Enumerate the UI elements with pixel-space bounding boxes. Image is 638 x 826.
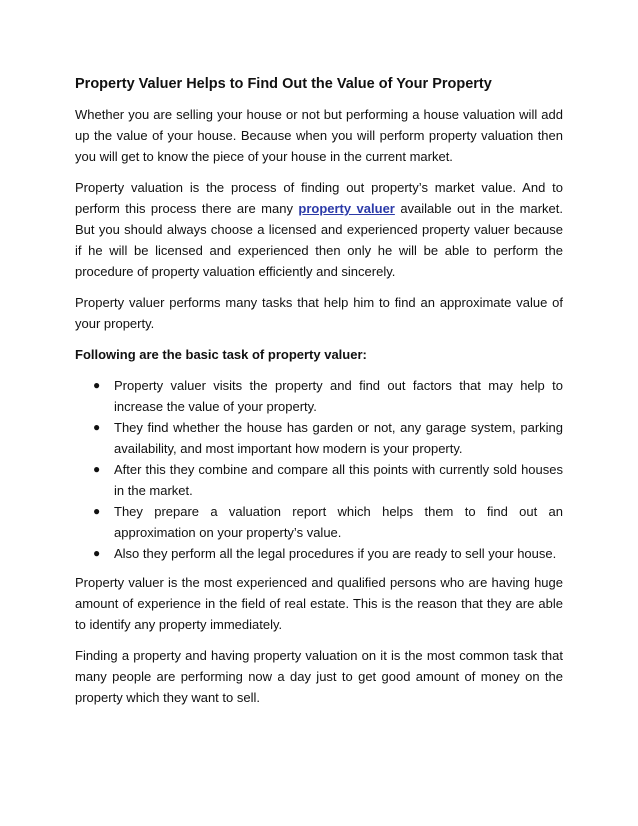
list-item [93, 543, 563, 564]
list-item [93, 375, 563, 417]
paragraph-definition-start: Property valuation is the process of finding out property’s market value. And to perform this process there are many [75, 180, 563, 216]
list-item-text: After this they combine and compare all this points with currently sold houses in the market. [114, 462, 563, 498]
list-item-text: They prepare a valuation report which helps them to find out an approximation on your property’s value. [114, 504, 563, 540]
list-item [93, 501, 563, 543]
task-list [75, 375, 563, 564]
bullet-icon: ● [93, 546, 101, 560]
property-valuer-link[interactable]: property valuer [298, 201, 395, 216]
bullet-icon: ● [93, 504, 101, 518]
list-item-text: They find whether the house has garden or not, any garage system, parking availability, and most important how modern is your property. [114, 420, 563, 456]
bullet-icon: ● [93, 462, 101, 476]
document-title: Property Valuer Helps to Find Out the Value of Your Property [75, 76, 492, 92]
paragraph-definition-end: available out in the market. But you should always choose a licensed and experienced property valuer because if he will be licensed and experienced then only he will be able to perform the procedure of property valuation efficiently and sincerely. [75, 201, 563, 279]
list-item [93, 459, 563, 501]
list-item-text: Property valuer visits the property and find out factors that may help to increase the value of your property. [114, 378, 563, 414]
paragraph-intro: Whether you are selling your house or not but performing a house valuation will add up the value of your house. Because when you will perform property valuation then you will get to know the piece of your house in the current market. [75, 107, 563, 164]
bullet-icon: ● [93, 378, 101, 392]
paragraph-tasks: Property valuer performs many tasks that help him to find an approximate value of your property. [75, 295, 563, 331]
list-heading: Following are the basic task of property valuer: [75, 347, 367, 362]
paragraph-conclusion: Finding a property and having property valuation on it is the most common task that many people are performing now a day just to get good amount of money on the property which they want to sell. [75, 648, 563, 705]
paragraph-experience: Property valuer is the most experienced and qualified persons who are having huge amount of experience in the field of real estate. This is the reason that they are able to identify any property immediately. [75, 575, 563, 632]
document-page [75, 68, 563, 718]
paragraph-definition [75, 177, 563, 282]
list-item-text: Also they perform all the legal procedures if you are ready to sell your house. [114, 546, 557, 561]
list-item [93, 417, 563, 459]
bullet-icon: ● [93, 420, 101, 434]
